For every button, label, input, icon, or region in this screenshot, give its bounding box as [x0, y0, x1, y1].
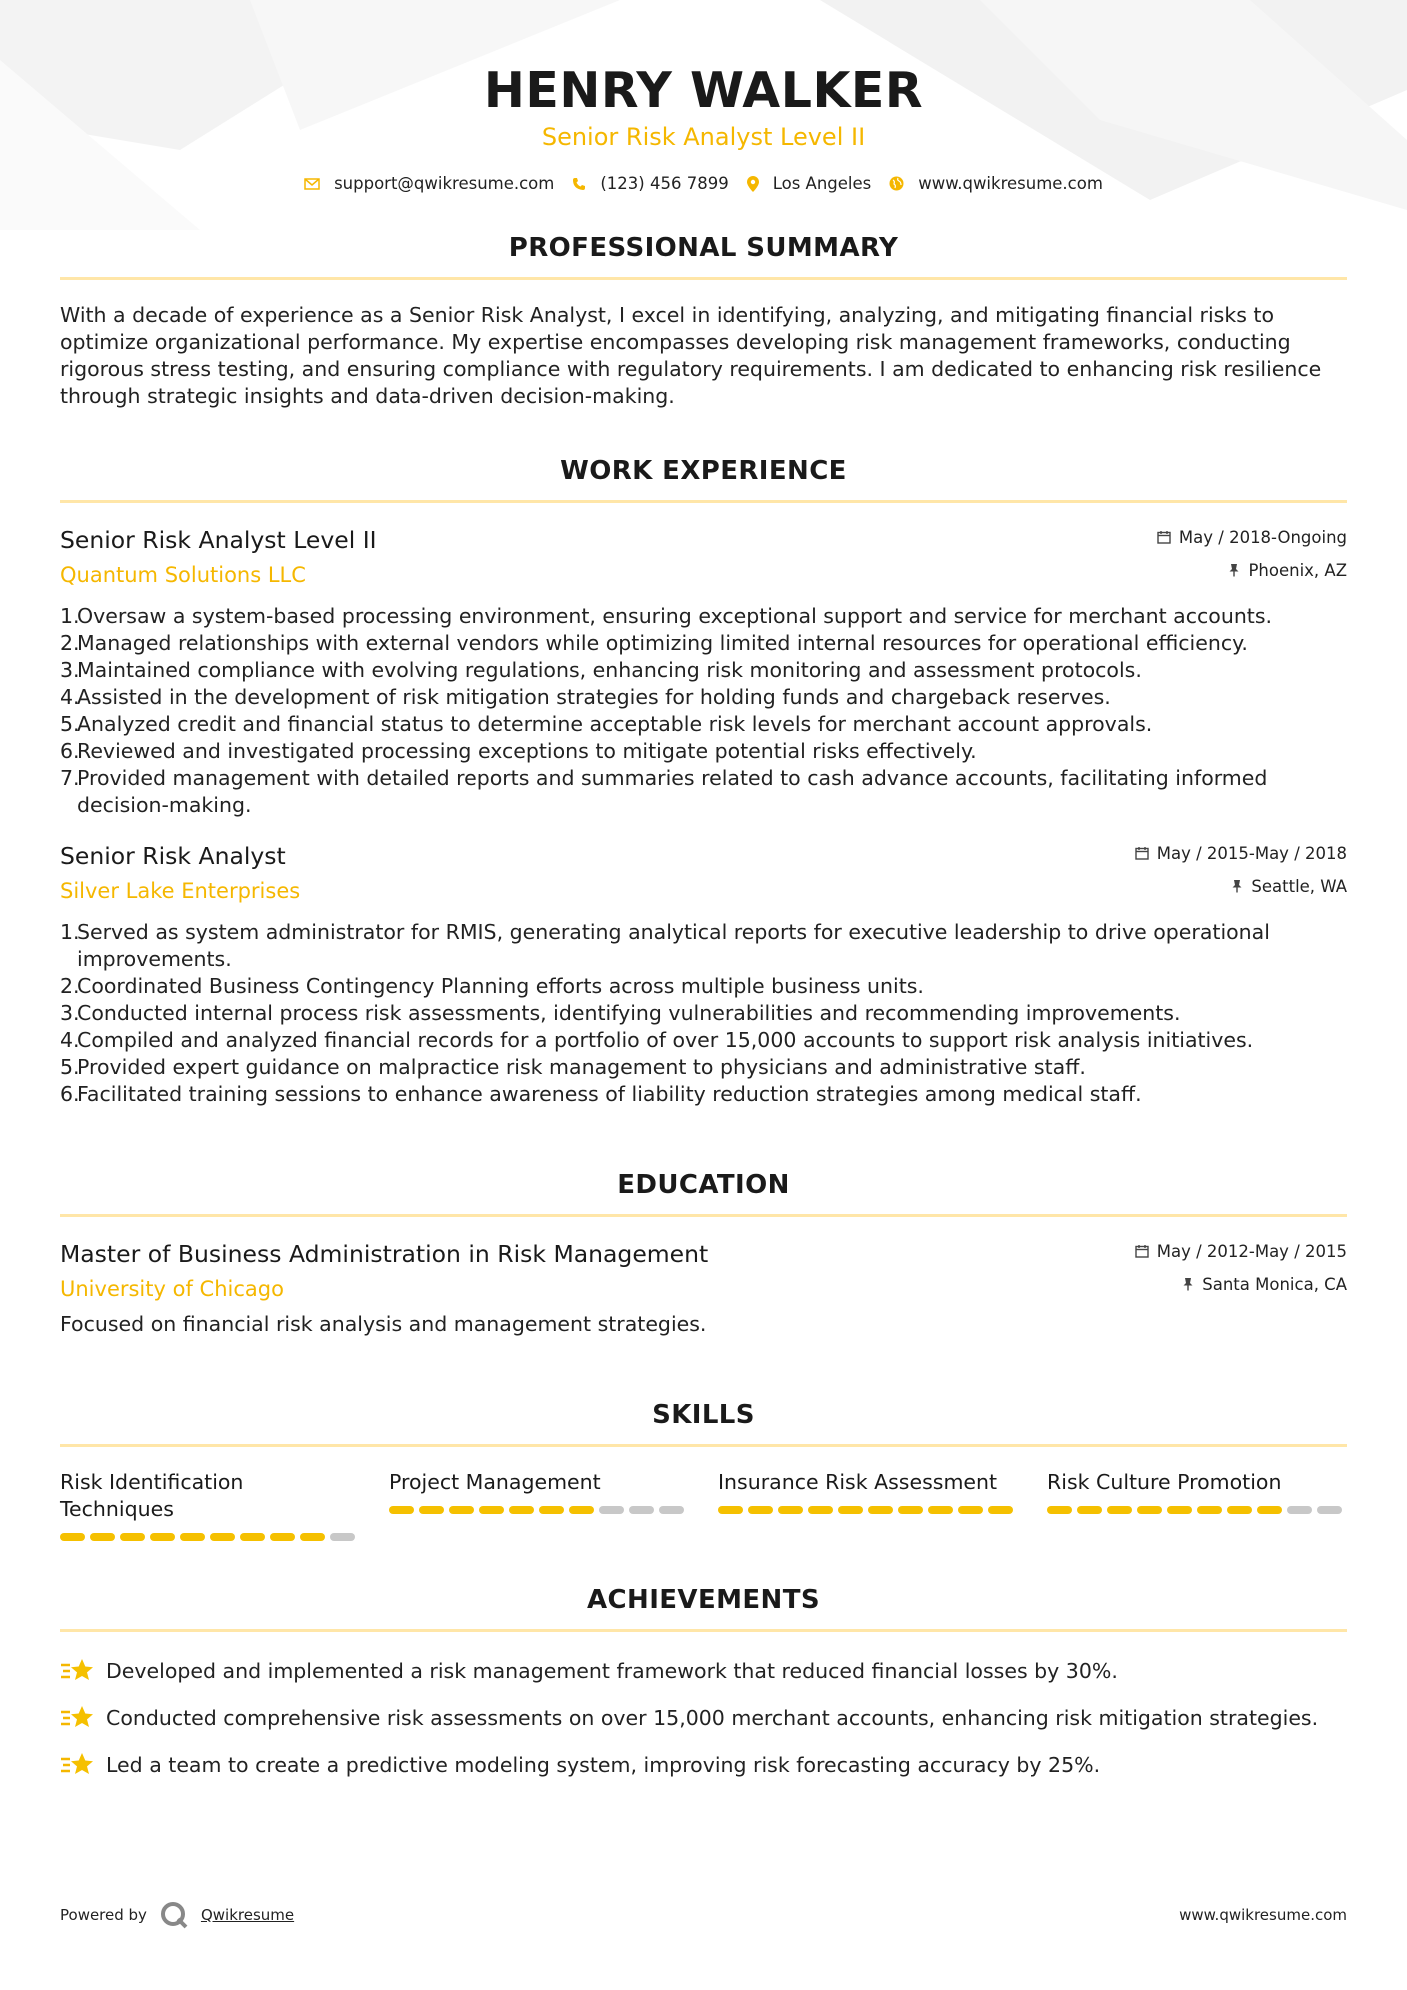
skill-item	[1047, 1469, 1347, 1541]
experience-section	[60, 454, 1347, 1108]
skill-level-segment	[599, 1506, 624, 1514]
skill-level-segment	[150, 1533, 175, 1541]
skill-level-bar	[1047, 1506, 1347, 1514]
achievements-section	[60, 1583, 1347, 1780]
envelope-icon	[304, 178, 320, 190]
job-dates: May / 2015-May / 2018	[1156, 843, 1347, 863]
pushpin-icon	[1231, 879, 1243, 893]
calendar-icon	[1135, 846, 1149, 860]
skill-level-segment	[569, 1506, 594, 1514]
section-title-summary: PROFESSIONAL SUMMARY	[508, 233, 899, 263]
job-title: Senior Risk Analyst Level II	[60, 526, 377, 554]
calendar-icon	[1135, 1244, 1149, 1258]
contact-phone[interactable]	[572, 174, 728, 193]
skill-level-segment	[928, 1506, 953, 1514]
resume-header	[60, 0, 1347, 193]
list-item: 6. Facilitated training sessions to enhance awareness of liability reduction strategies among medical staff.	[60, 1082, 1142, 1106]
skill-level-segment	[778, 1506, 803, 1514]
section-divider	[60, 1444, 1347, 1447]
phone-text: (123) 456 7899	[600, 174, 729, 193]
skill-level-segment	[1047, 1506, 1072, 1514]
skill-item	[60, 1469, 360, 1541]
skill-level-segment	[120, 1533, 145, 1541]
brand-link[interactable]: Qwikresume	[200, 1906, 295, 1924]
skill-level-bar	[60, 1533, 360, 1541]
list-item: 3. Conducted internal process risk assessments, identifying vulnerabilities and recommending improvements.	[60, 1001, 1181, 1025]
skill-level-segment	[898, 1506, 923, 1514]
skill-level-segment	[718, 1506, 743, 1514]
skill-level-segment	[958, 1506, 983, 1514]
achievement-item	[60, 1750, 1347, 1780]
skill-level-segment	[838, 1506, 863, 1514]
website-text: www.qwikresume.com	[918, 174, 1103, 193]
skill-level-segment	[1197, 1506, 1222, 1514]
achievement-item	[60, 1703, 1347, 1733]
section-divider	[60, 277, 1347, 280]
section-title-skills: SKILLS	[652, 1400, 755, 1430]
phone-icon	[572, 177, 586, 191]
skill-level-segment	[1257, 1506, 1282, 1514]
list-item: 7. Provided management with detailed reports and summaries related to cash advance accounts, facilitating informed decision-making.	[60, 766, 1268, 817]
star-icon	[60, 1750, 94, 1780]
job-location: Phoenix, AZ	[1248, 560, 1347, 580]
footer-website[interactable]: www.qwikresume.com	[1179, 1906, 1347, 1924]
achievement-text: Led a team to create a predictive modeling system, improving risk forecasting accuracy by 25%.	[106, 1752, 1101, 1777]
contact-bar	[60, 174, 1347, 193]
job-bullets	[60, 603, 1347, 819]
skill-level-segment	[419, 1506, 444, 1514]
skill-level-segment	[988, 1506, 1013, 1514]
powered-by-label: Powered by	[60, 1906, 147, 1924]
summary-text: With a decade of experience as a Senior Risk Analyst, I excel in identifying, analyzing, and mitigating financial risks to optimize organizational performance. My expertise encompasses developing risk management frameworks, conducting rigorous stress testing, and ensuring compliance with regulatory requirements. I am dedicated to enhancing risk resilience through strategic insights and data-driven decision-making.	[60, 303, 1322, 408]
qwikresume-logo-icon	[159, 1900, 189, 1930]
skill-label: Project Management	[389, 1470, 601, 1494]
skill-level-segment	[1107, 1506, 1132, 1514]
section-title-achievements: ACHIEVEMENTS	[587, 1585, 820, 1615]
list-item: 5. Provided expert guidance on malpractice risk management to physicians and administrative staff.	[60, 1055, 1086, 1079]
contact-website[interactable]	[889, 174, 1103, 193]
calendar-icon	[1157, 530, 1171, 544]
skill-level-segment	[1317, 1506, 1342, 1514]
skill-level-segment	[90, 1533, 115, 1541]
skill-level-segment	[1077, 1506, 1102, 1514]
section-title-experience: WORK EXPERIENCE	[560, 456, 847, 486]
skill-level-segment	[748, 1506, 773, 1514]
pushpin-icon	[1228, 563, 1240, 577]
skill-level-segment	[1227, 1506, 1252, 1514]
skills-section	[60, 1398, 1347, 1541]
education-location: Santa Monica, CA	[1202, 1274, 1347, 1294]
map-pin-icon	[747, 176, 759, 192]
skill-level-segment	[270, 1533, 295, 1541]
skill-level-segment	[180, 1533, 205, 1541]
section-divider	[60, 1629, 1347, 1632]
achievement-item	[60, 1656, 1347, 1686]
globe-icon	[889, 176, 904, 191]
email-text: support@qwikresume.com	[334, 174, 555, 193]
school-name: University of Chicago	[60, 1277, 284, 1301]
list-item: 4. Compiled and analyzed financial records for a portfolio of over 15,000 accounts to support risk analysis initiatives.	[60, 1028, 1254, 1052]
company-name: Quantum Solutions LLC	[60, 563, 306, 587]
candidate-role: Senior Risk Analyst Level II	[541, 123, 866, 151]
location-text: Los Angeles	[772, 174, 872, 193]
education-description: Focused on financial risk analysis and management strategies.	[60, 1312, 707, 1336]
list-item: 1. Served as system administrator for RMIS, generating analytical reports for executive leadership to drive operational improvements.	[60, 920, 1270, 971]
job-bullets	[60, 919, 1347, 1108]
skill-level-segment	[868, 1506, 893, 1514]
list-item: 5. Analyzed credit and financial status to determine acceptable risk levels for merchant account approvals.	[60, 712, 1153, 736]
achievement-text: Developed and implemented a risk management framework that reduced financial losses by 30%.	[106, 1658, 1118, 1683]
skill-level-segment	[210, 1533, 235, 1541]
skill-level-bar	[389, 1506, 689, 1514]
skill-level-segment	[389, 1506, 414, 1514]
skill-item	[389, 1469, 689, 1541]
skill-level-segment	[509, 1506, 534, 1514]
star-icon	[60, 1656, 94, 1686]
skill-level-segment	[330, 1533, 355, 1541]
skill-label: Risk Culture Promotion	[1047, 1470, 1282, 1494]
skills-list	[60, 1469, 1347, 1541]
job-location: Seattle, WA	[1251, 876, 1347, 896]
skill-item	[718, 1469, 1018, 1541]
skill-level-segment	[479, 1506, 504, 1514]
skill-level-segment	[659, 1506, 684, 1514]
skill-level-bar	[718, 1506, 1018, 1514]
degree-title: Master of Business Administration in Risk Management	[60, 1240, 709, 1268]
skill-label: Risk Identification Techniques	[60, 1470, 244, 1521]
list-item: 3. Maintained compliance with evolving regulations, enhancing risk monitoring and assessment protocols.	[60, 658, 1142, 682]
contact-email[interactable]	[304, 174, 554, 193]
section-title-education: EDUCATION	[617, 1170, 790, 1200]
summary-section	[60, 231, 1347, 410]
skill-level-segment	[1137, 1506, 1162, 1514]
skill-level-segment	[60, 1533, 85, 1541]
education-section	[60, 1168, 1347, 1338]
list-item: 6. Reviewed and investigated processing exceptions to mitigate potential risks effectively.	[60, 739, 977, 763]
star-icon	[60, 1703, 94, 1733]
section-divider	[60, 500, 1347, 503]
skill-label: Insurance Risk Assessment	[718, 1470, 998, 1494]
skill-level-segment	[808, 1506, 833, 1514]
education-dates: May / 2012-May / 2015	[1156, 1241, 1347, 1261]
skill-level-segment	[1287, 1506, 1312, 1514]
skill-level-segment	[300, 1533, 325, 1541]
pushpin-icon	[1182, 1277, 1194, 1291]
skill-level-segment	[240, 1533, 265, 1541]
achievement-text: Conducted comprehensive risk assessments on over 15,000 merchant accounts, enhancing risk mitigation strategies.	[106, 1705, 1319, 1730]
job-entry	[60, 525, 1347, 819]
job-title: Senior Risk Analyst	[60, 842, 286, 870]
list-item: 4. Assisted in the development of risk mitigation strategies for holding funds and chargeback reserves.	[60, 685, 1111, 709]
list-item: 2. Managed relationships with external vendors while optimizing limited internal resources for operational efficiency.	[60, 631, 1248, 655]
page-footer	[60, 1900, 1347, 1930]
skill-level-segment	[629, 1506, 654, 1514]
skill-level-segment	[449, 1506, 474, 1514]
skill-level-segment	[539, 1506, 564, 1514]
skill-level-segment	[1167, 1506, 1192, 1514]
job-dates: May / 2018-Ongoing	[1178, 527, 1347, 547]
job-entry	[60, 841, 1347, 1108]
company-name: Silver Lake Enterprises	[60, 879, 301, 903]
candidate-name: HENRY WALKER	[483, 62, 924, 119]
section-divider	[60, 1214, 1347, 1217]
list-item: 1. Oversaw a system-based processing environment, ensuring exceptional support and service for merchant accounts.	[60, 604, 1273, 628]
list-item: 2. Coordinated Business Contingency Planning efforts across multiple business units.	[60, 974, 924, 998]
contact-location	[747, 174, 872, 193]
